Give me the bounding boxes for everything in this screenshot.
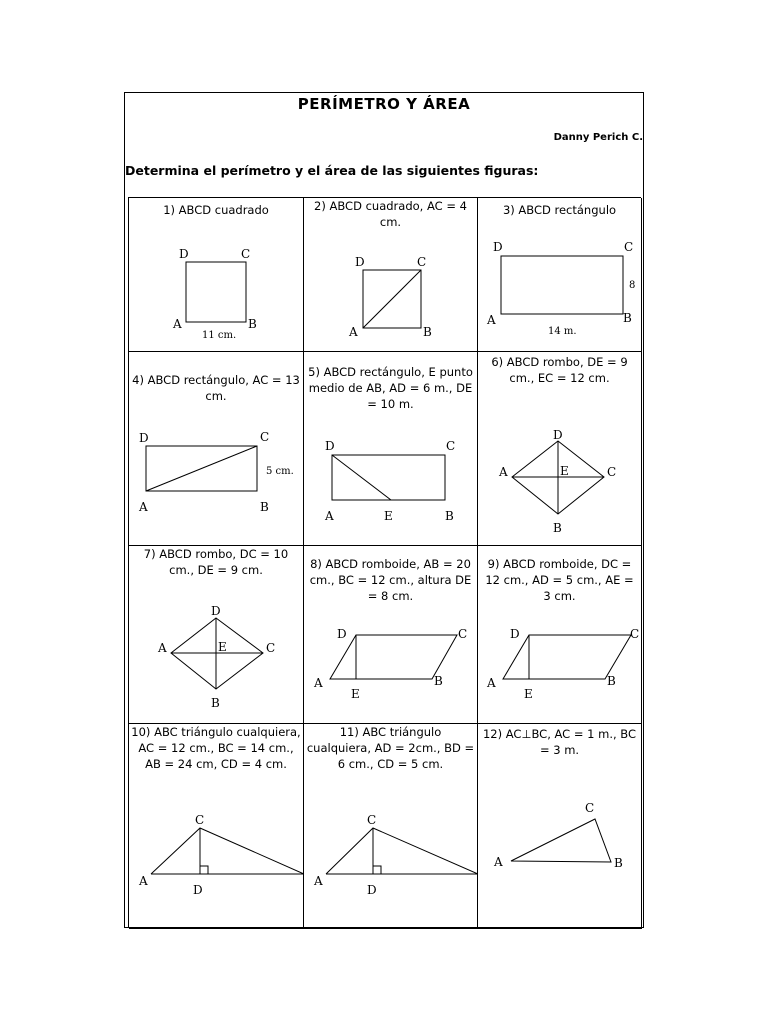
measure-label: 5 cm.: [266, 466, 294, 477]
vertex-label-c: C: [607, 465, 617, 479]
problem-caption: 12) AC⊥BC, AC = 1 m., BC = 3 m.: [482, 727, 636, 757]
problem-caption: 2) ABCD cuadrado, AC = 4 cm.: [314, 199, 467, 229]
height-foot-label-e: E: [524, 687, 533, 701]
rhombus-figure: [129, 546, 304, 724]
vertex-label-d: D: [337, 627, 347, 641]
vertex-label-a: A: [494, 855, 503, 869]
vertex-label-c: C: [585, 801, 595, 815]
vertex-label-b: B: [260, 500, 269, 514]
problem-11: [304, 724, 478, 929]
vertex-label-d: D: [493, 240, 503, 254]
vertex-label-a: A: [349, 325, 358, 339]
rectangle-figure: [478, 198, 642, 352]
vertex-label-c: C: [417, 255, 427, 269]
vertex-label-d: D: [553, 428, 563, 442]
problem-caption: 10) ABC triángulo cualquiera, AC = 12 cm., BC = 14 cm., AB = 24 cm, CD = 4 cm.: [131, 725, 301, 771]
square-figure: [129, 198, 304, 352]
instruction-text: Determina el perímetro y el área de las siguientes figuras:: [125, 163, 539, 178]
vertex-label-d: D: [211, 604, 221, 618]
rectangle-diagonal-figure: [129, 352, 304, 546]
triangle-height-figure: [129, 724, 304, 929]
vertex-label-b: B: [445, 509, 454, 523]
vertex-label-a: A: [325, 509, 334, 523]
problem-caption: 11) ABC triángulo cualquiera, AD = 2cm., BD = 6 cm., CD = 5 cm.: [306, 725, 475, 771]
problem-5: [304, 352, 478, 546]
problem-caption: 1) ABCD cuadrado: [163, 203, 269, 217]
page-title: PERÍMETRO Y ÁREA: [297, 95, 471, 113]
center-label-e: E: [218, 640, 227, 654]
vertex-label-b: B: [553, 521, 562, 535]
vertex-label-a: A: [173, 317, 182, 331]
vertex-label-c: C: [630, 627, 640, 641]
problem-caption: 9) ABCD romboide, DC = 12 cm., AD = 5 cm., AE = 3 cm.: [485, 557, 634, 603]
vertex-label-c: C: [241, 247, 251, 261]
problem-caption: 8) ABCD romboide, AB = 20 cm., BC = 12 cm., altura DE = 8 cm.: [309, 557, 472, 603]
problem-1: [129, 198, 304, 352]
problem-caption: 6) ABCD rombo, DE = 9 cm., EC = 12 cm.: [491, 355, 628, 385]
author-name: Danny Perich C.: [553, 132, 643, 143]
problem-6: [478, 352, 642, 546]
problem-12: [478, 724, 642, 929]
vertex-label-b: B: [614, 856, 623, 870]
height-foot-label-e: E: [351, 687, 360, 701]
problem-7: [129, 546, 304, 724]
problem-8: [304, 546, 478, 724]
vertex-label-b: B: [607, 674, 616, 688]
vertex-label-b: B: [248, 317, 257, 331]
side-measure-label: 8: [629, 280, 636, 291]
vertex-label-a: A: [139, 874, 148, 888]
vertex-label-c: C: [367, 813, 377, 827]
problem-2: [304, 198, 478, 352]
measure-label: 14 m.: [548, 326, 577, 337]
vertex-label-d: D: [325, 439, 335, 453]
vertex-label-c: C: [260, 430, 270, 444]
vertex-label-e: E: [384, 509, 393, 523]
problem-10: [129, 724, 304, 929]
vertex-label-a: A: [314, 676, 323, 690]
vertex-label-b: B: [423, 325, 432, 339]
problem-caption: 5) ABCD rectángulo, E punto medio de AB, AD = 6 m., DE = 10 m.: [308, 365, 473, 411]
problem-caption: 3) ABCD rectángulo: [502, 203, 617, 217]
vertex-label-b: B: [211, 696, 220, 710]
vertex-label-d: D: [510, 627, 520, 641]
problem-9: [478, 546, 642, 724]
vertex-label-b: B: [623, 311, 632, 325]
vertex-label-a: A: [139, 500, 148, 514]
vertex-label-a: A: [158, 641, 167, 655]
parallelogram-figure: [304, 546, 478, 724]
vertex-label-a: A: [499, 465, 508, 479]
problem-caption: 4) ABCD rectángulo, AC = 13 cm.: [132, 373, 300, 403]
height-foot-label-d: D: [367, 883, 377, 897]
vertex-label-c: C: [195, 813, 205, 827]
problem-caption: 7) ABCD rombo, DC = 10 cm., DE = 9 cm.: [143, 547, 289, 577]
vertex-label-d: D: [179, 247, 189, 261]
parallelogram-figure: [478, 546, 642, 724]
vertex-label-b: B: [434, 674, 443, 688]
triangle-height-figure: [304, 724, 478, 929]
vertex-label-c: C: [458, 627, 468, 641]
vertex-label-a: A: [487, 313, 496, 327]
center-label-e: E: [560, 464, 569, 478]
rectangle-midpoint-figure: [304, 352, 478, 546]
height-foot-label-d: D: [193, 883, 203, 897]
vertex-label-c: C: [446, 439, 456, 453]
vertex-label-c: C: [266, 641, 276, 655]
vertex-label-a: A: [487, 676, 496, 690]
problem-3: [478, 198, 642, 352]
measure-label: 11 cm.: [202, 330, 237, 341]
problem-4: [129, 352, 304, 546]
problems-grid: [128, 197, 641, 928]
right-triangle-figure: [478, 724, 642, 929]
vertex-label-c: C: [624, 240, 634, 254]
rhombus-figure: [478, 352, 642, 546]
square-diagonal-figure: [304, 198, 478, 352]
vertex-label-a: A: [314, 874, 323, 888]
vertex-label-d: D: [139, 431, 149, 445]
vertex-label-d: D: [355, 255, 365, 269]
